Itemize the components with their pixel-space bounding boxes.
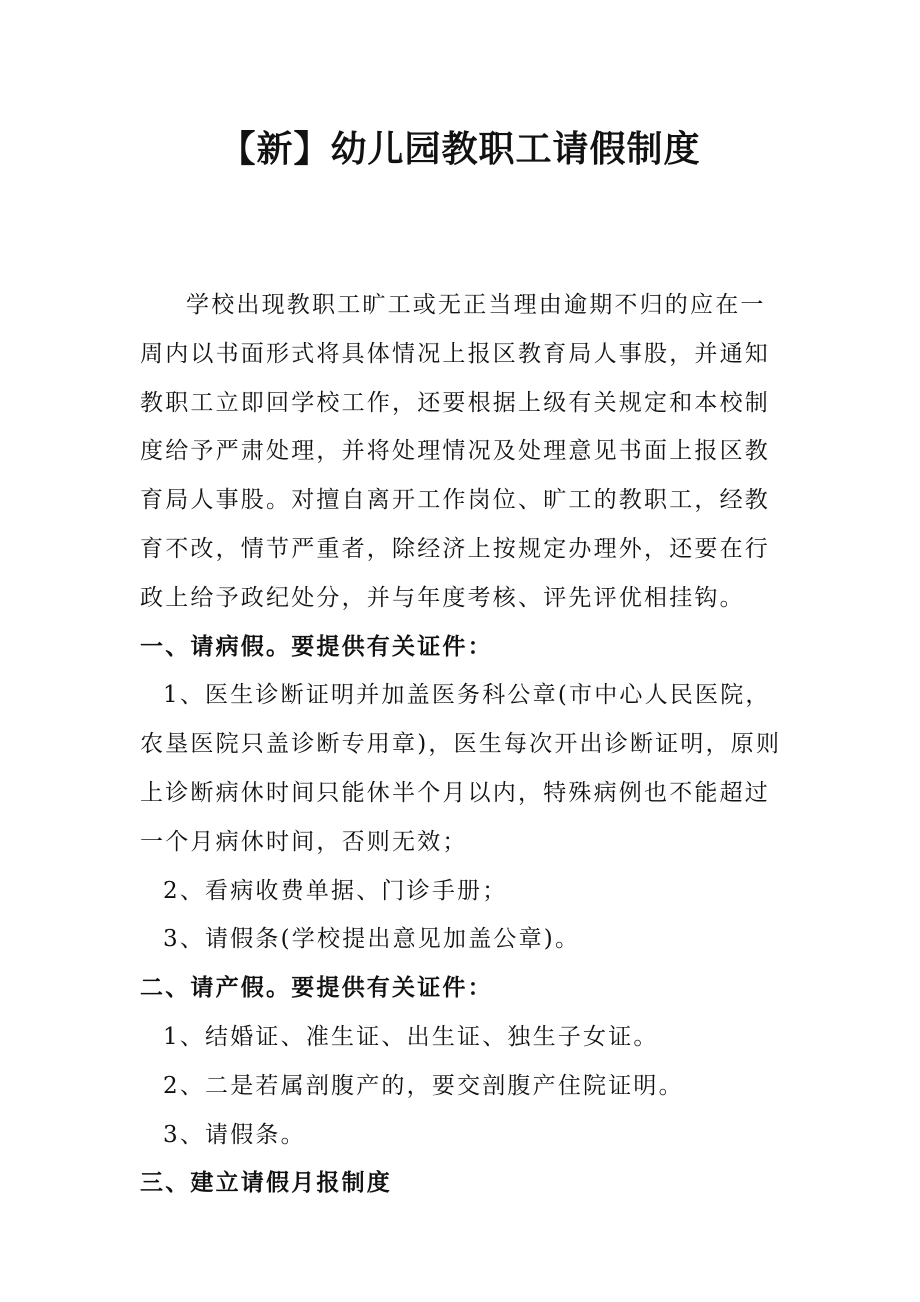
sick-leave-item-2: 2、看病收费单据、门诊手册； xyxy=(163,877,508,904)
maternity-leave-item-2: 2、二是若属剖腹产的，要交剖腹产住院证明。 xyxy=(163,1072,684,1099)
document-title: 【新】幼儿园教职工请假制度 xyxy=(219,129,701,170)
maternity-leave-item-3: 3、请假条。 xyxy=(163,1121,306,1148)
sick-leave-item-3: 3、请假条(学校提出意见加盖公章)。 xyxy=(163,926,581,953)
section-heading-sick-leave: 一、请病假。要提供有关证件： xyxy=(140,633,493,660)
section-heading-monthly-report: 三、建立请假月报制度 xyxy=(140,1170,392,1197)
maternity-leave-item-1: 1、结婚证、准生证、出生证、独生子女证。 xyxy=(163,1023,659,1050)
sick-leave-item-1: 1、医生诊断证明并加盖医务科公章(市中心人民医院，农垦医院只盖诊断专用章)，医生每次开出诊断证明，原则上诊断病休时间只能休半个月以内，特殊病例也不能超过一个月病休时间，否则无效； xyxy=(140,682,782,855)
intro-paragraph: 学校出现教职工旷工或无正当理由逾期不归的应在一周内以书面形式将具体情况上报区教育局人事股，并通知教职工立即回学校工作，还要根据上级有关规定和本校制度给予严肃处理，并将处理情况及处理意见书面上报区教育局人事股。对擅自离开工作岗位、旷工的教职工，经教育不改，情节严重者，除经济上按规定办理外，还要在行政上给予政纪处分，并与年度考核、评先评优相挂钩。 xyxy=(140,292,770,611)
section-heading-maternity-leave: 二、请产假。要提供有关证件： xyxy=(140,975,493,1002)
document-body xyxy=(140,281,788,1208)
